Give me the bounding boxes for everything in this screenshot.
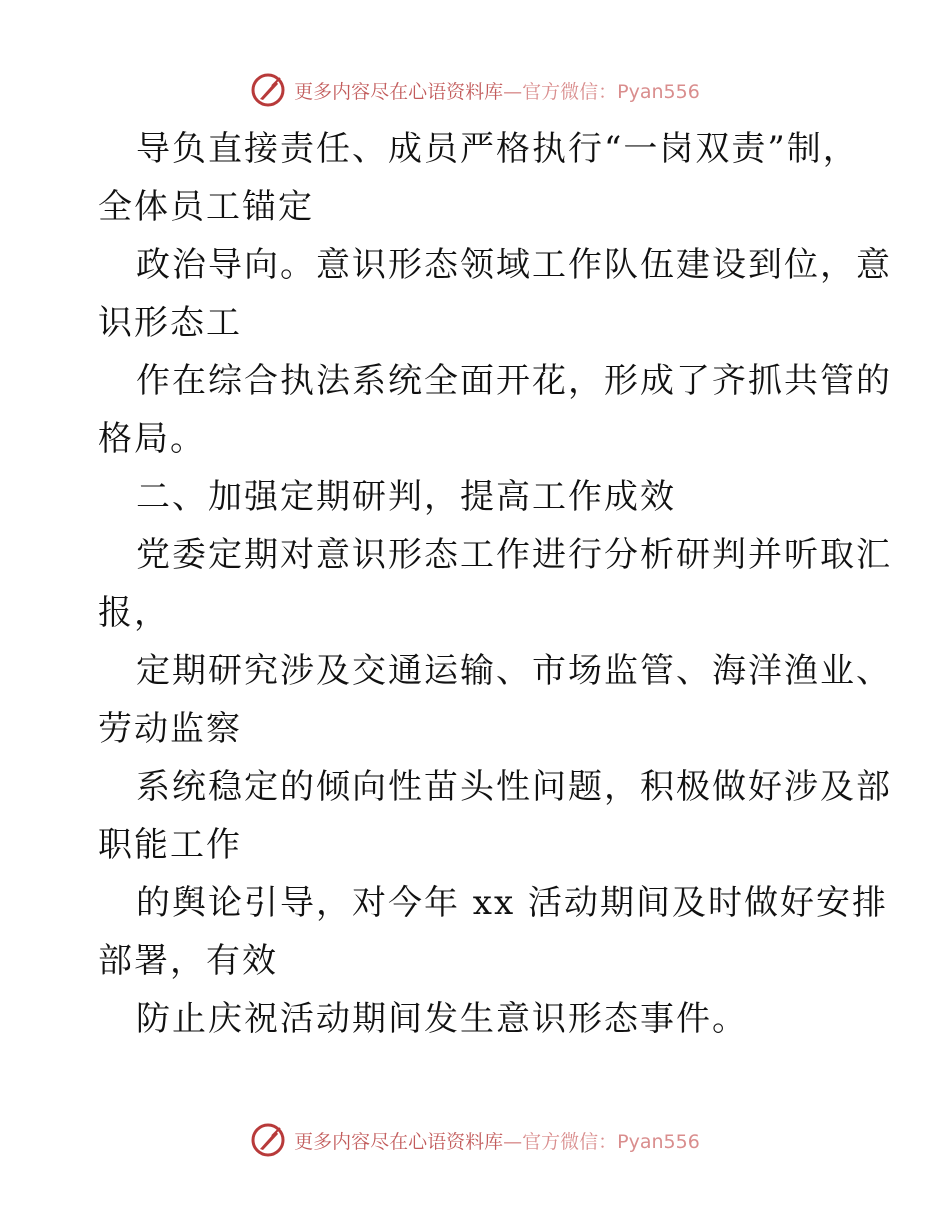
body-line: 部署，有效	[98, 941, 278, 981]
body-line: 系统稳定的倾向性苗头性问题，积极做好涉及部	[136, 767, 892, 807]
body-line: 定期研究涉及交通运输、市场监管、海洋渔业、	[136, 651, 892, 691]
footer-banner-wechat: 官方微信：Pyan556	[522, 1130, 700, 1153]
quill-pen-logo-icon	[250, 72, 286, 108]
quill-pen-logo-icon	[250, 1122, 286, 1158]
header-banner	[0, 70, 950, 110]
body-line: 政治导向。意识形态领域工作队伍建设到位，意	[136, 245, 892, 285]
header-banner-title: 更多内容尽在心语资料库	[294, 80, 504, 103]
body-line: 职能工作	[98, 825, 242, 865]
footer-banner	[0, 1120, 950, 1160]
document-body	[98, 120, 892, 1048]
body-line: 导负直接责任、成员严格执行“一岗双责”制，	[136, 129, 859, 169]
section-heading: 二、加强定期研判，提高工作成效	[136, 477, 676, 517]
body-line: 党委定期对意识形态工作进行分析研判并听取汇	[136, 535, 892, 575]
header-banner-wechat: 官方微信：Pyan556	[522, 80, 700, 103]
header-banner-text	[294, 77, 700, 104]
body-line: 识形态工	[98, 303, 242, 343]
footer-banner-title: 更多内容尽在心语资料库	[294, 1130, 504, 1153]
body-line: 报，	[98, 593, 170, 633]
body-line: 格局。	[98, 419, 206, 459]
footer-banner-separator: —	[503, 1130, 523, 1153]
body-line: 作在综合执法系统全面开花，形成了齐抓共管的	[136, 361, 892, 401]
body-line: 的舆论引导，对今年 xx 活动期间及时做好安排	[136, 883, 888, 923]
body-line: 全体员工锚定	[98, 187, 314, 227]
body-line: 防止庆祝活动期间发生意识形态事件。	[136, 999, 748, 1039]
body-line: 劳动监察	[98, 709, 242, 749]
header-banner-separator: —	[503, 80, 523, 103]
footer-banner-text	[294, 1127, 700, 1154]
